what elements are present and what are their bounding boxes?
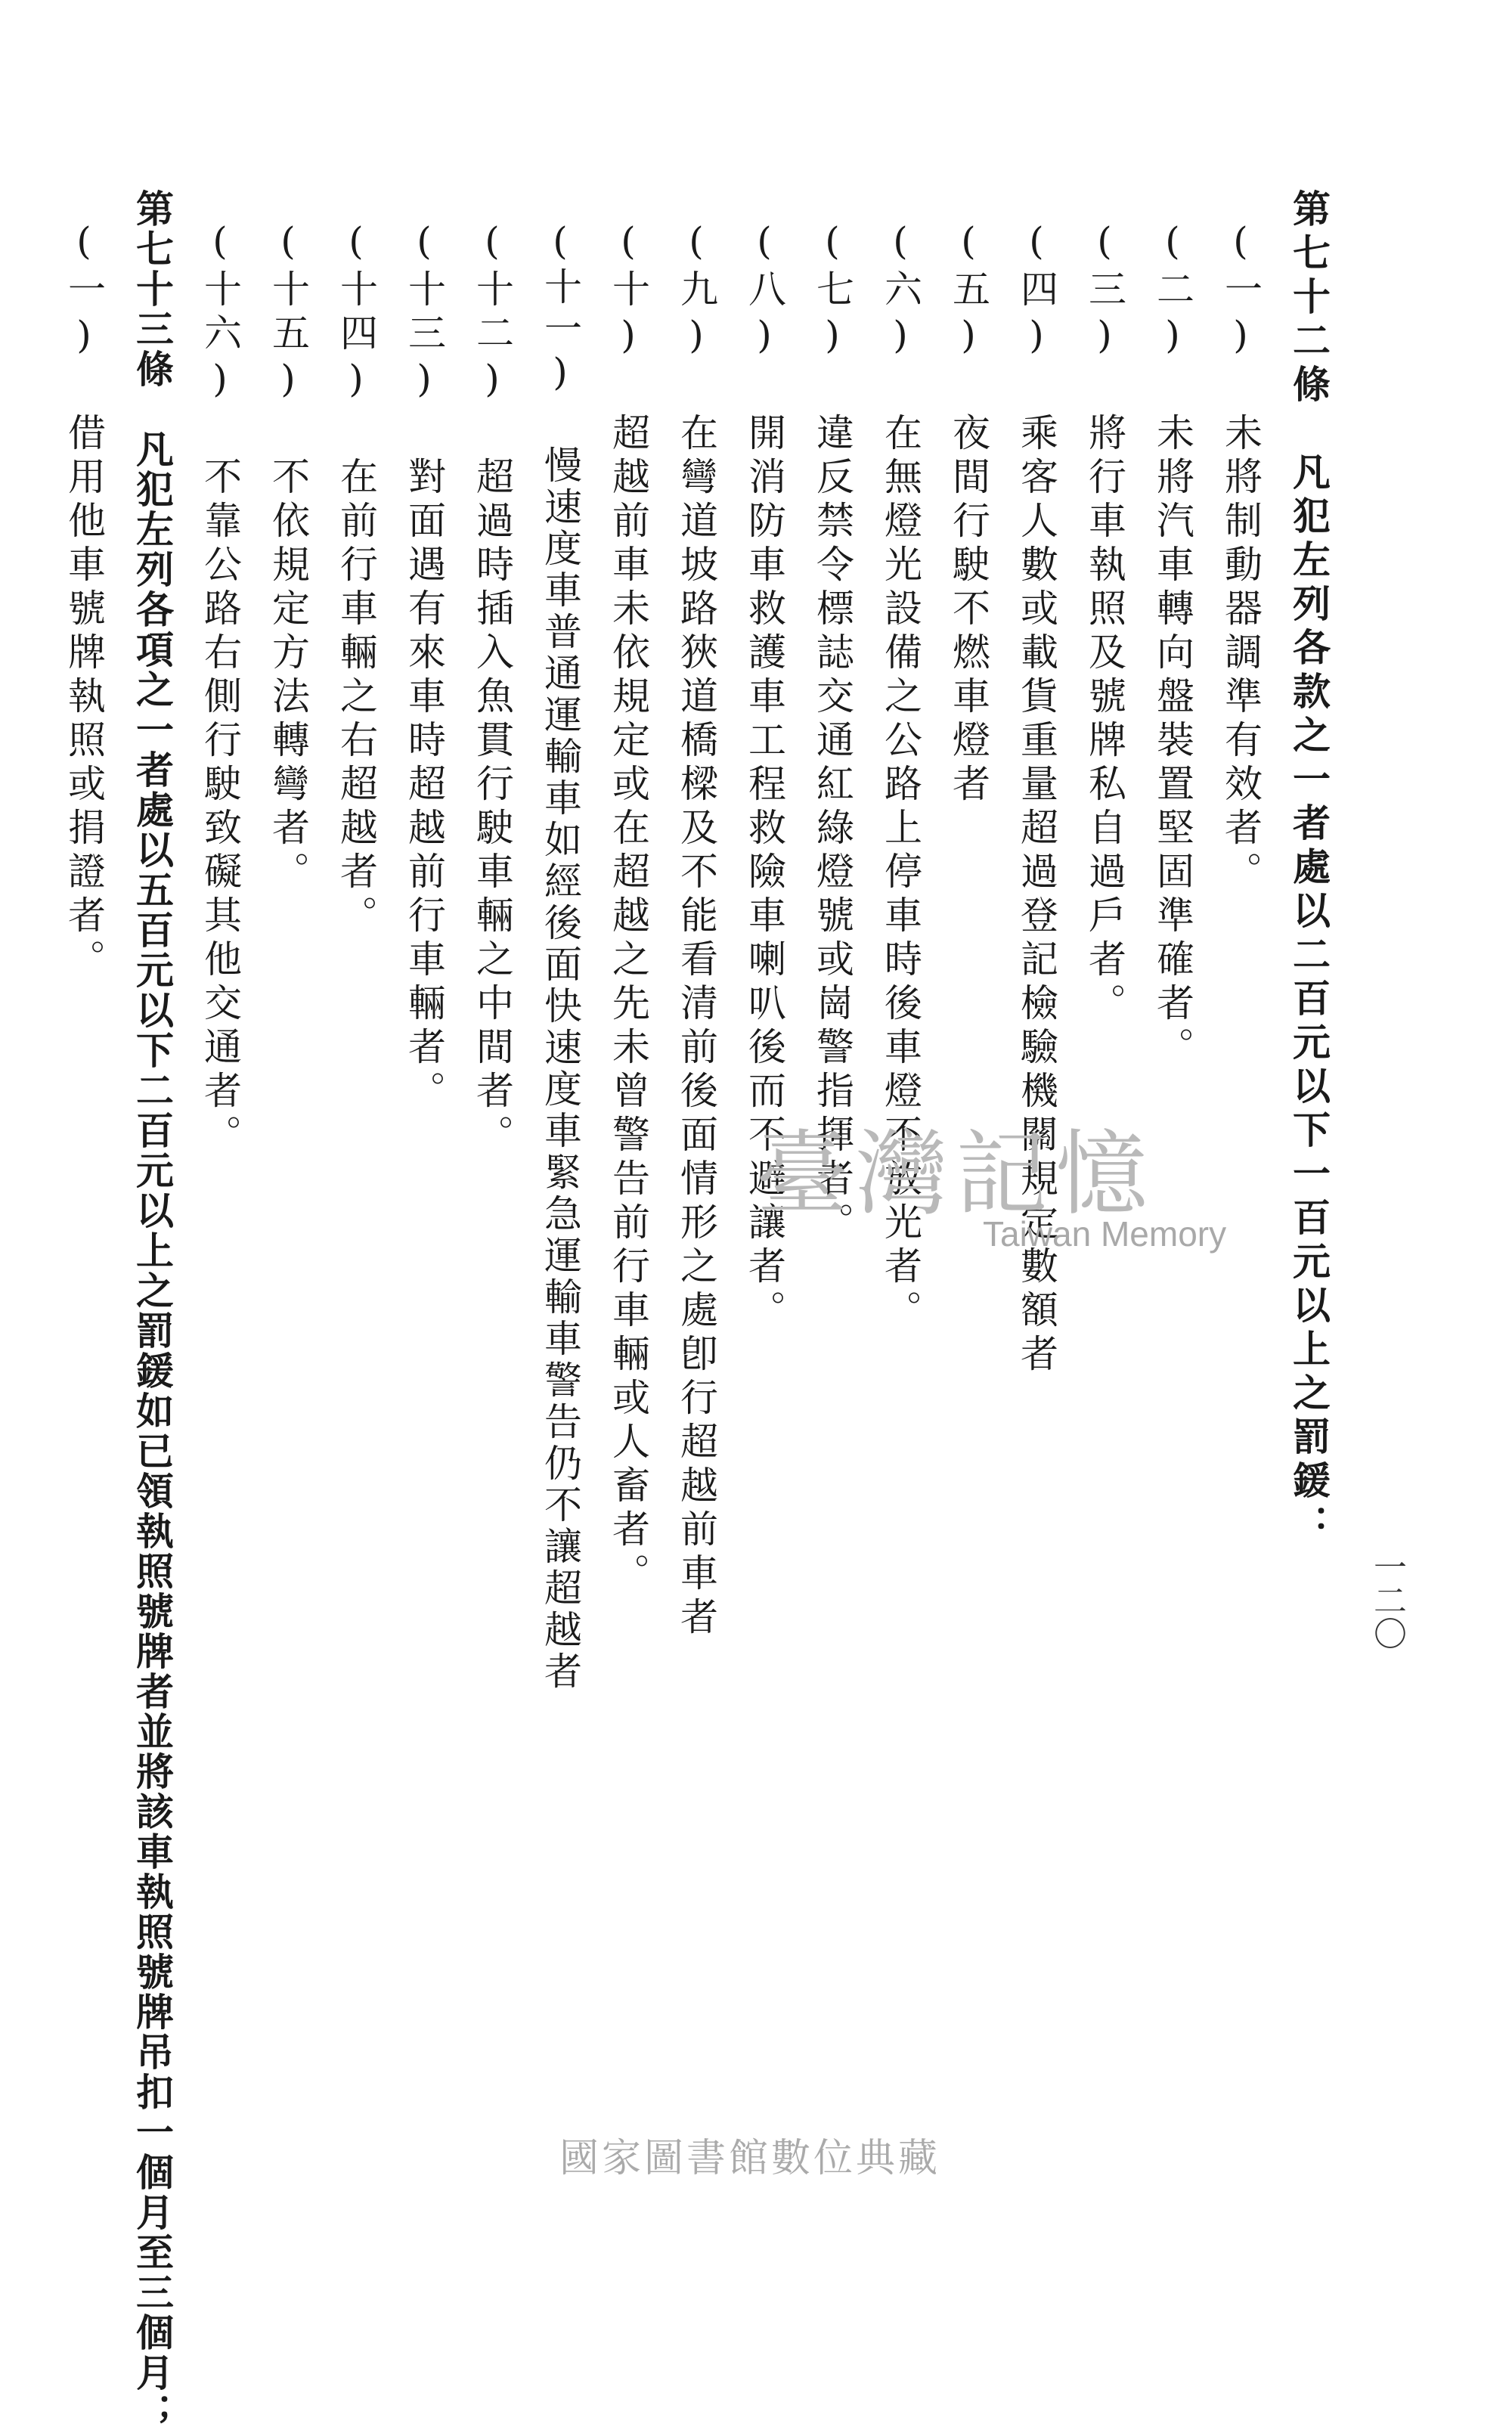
article-72-item-12: (十二) 超過時插入魚貫行駛車輛之中間者。 xyxy=(470,219,514,1158)
footer-credit: 國家圖書館數位典藏 xyxy=(559,2136,941,2181)
article-72-item-8: (八) 開消防車救護車工程救險車喇叭後而不避讓者。 xyxy=(742,219,786,1334)
page-number: 一二〇 xyxy=(1368,1550,1406,1650)
article-73-heading: 第七十三條 凡犯左列各項之一者處以五百元以下二百元以上之罰鍰如已領執照號牌者並將該車執照號牌吊扣一個月至三個月； xyxy=(130,189,175,2433)
article-72-item-9: (九) 在彎道坡路狹道橋樑及不能看清前後面情形之處卽行超越前車者 xyxy=(674,219,718,1641)
article-73-item-1: (一) 借用他車號牌執照或捐證者。 xyxy=(62,219,106,983)
article-72-item-1: (一) 未將制動器調準有效者。 xyxy=(1219,219,1263,895)
article-72-item-16: (十六) 不靠公路右側行駛致礙其他交通者。 xyxy=(198,219,242,1158)
article-72-item-2: (二) 未將汽車轉向盤裝置堅固準確者。 xyxy=(1151,219,1194,1071)
article-72-item-11: (十一) 慢速度車普通運輸車如經後面快速度車緊急運輸車警告仍不讓超越者 xyxy=(538,219,582,1693)
article-72-heading: 第七十二條 凡犯左列各款之一者處以二百元以下一百元以上之罰鍰： xyxy=(1287,189,1331,1548)
article-72-item-13: (十三) 對面遇有來車時超越前行車輛者。 xyxy=(402,219,446,1114)
article-72-item-3: (三) 將行車執照及號牌私自過戶者。 xyxy=(1083,219,1126,1027)
article-72-item-6: (六) 在無燈光設備之公路上停車時後車燈不放光者。 xyxy=(878,219,922,1334)
watermark-english: Taiwan Memory xyxy=(983,1214,1227,1254)
article-72-item-15: (十五) 不依規定方法轉彎者。 xyxy=(266,219,310,895)
article-72-item-10: (十) 超越前車未依規定或在超越之先未曾警告前行車輛或人畜者。 xyxy=(606,219,650,1597)
article-72-item-7: (七) 違反禁令標誌交通紅綠燈號或崗警指揮者。 xyxy=(810,219,854,1246)
article-72-item-5: (五) 夜間行駛不燃車燈者 xyxy=(947,219,990,807)
watermark-logo xyxy=(756,1100,1240,1282)
article-72-item-4: (四) 乘客人數或載貨重量超過登記檢驗機關規定數額者 xyxy=(1015,219,1058,1378)
watermark-chinese: 臺灣記憶 xyxy=(756,1120,1155,1228)
article-72-item-14: (十四) 在前行車輛之右超越者。 xyxy=(334,219,378,939)
